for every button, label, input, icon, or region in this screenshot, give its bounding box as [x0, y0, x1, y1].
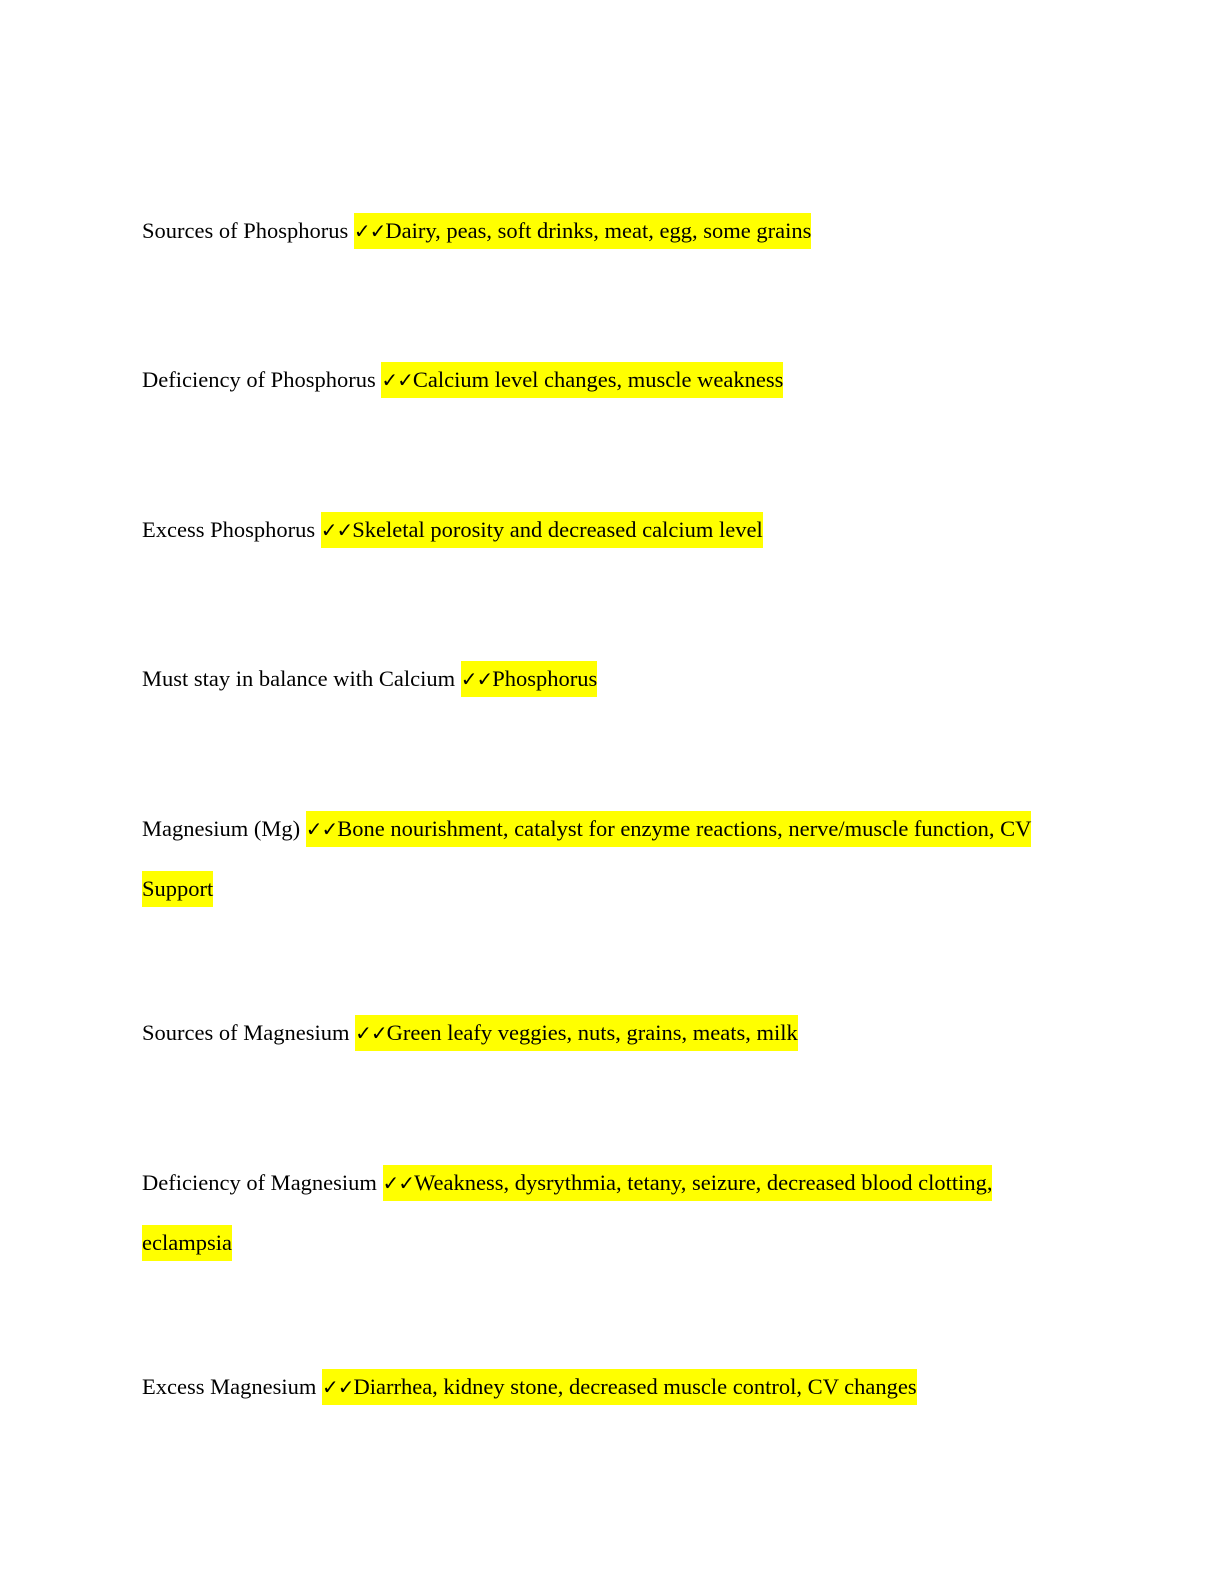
- entry-term: Must stay in balance with Calcium: [142, 666, 456, 691]
- entry-answer: Bone nourishment, catalyst for enzyme reactions, nerve/muscle function, CV Support: [142, 816, 1032, 901]
- entry-answer: Diarrhea, kidney stone, decreased muscle control, CV changes: [353, 1374, 917, 1399]
- flashcard-entry: [142, 500, 1072, 560]
- entry-answer: Dairy, peas, soft drinks, meat, egg, some grains: [385, 218, 812, 243]
- entry-answer-highlight: [381, 362, 783, 398]
- double-check-icon: ✓✓: [460, 667, 493, 691]
- entry-term: Sources of Magnesium: [142, 1020, 350, 1045]
- entry-term: Excess Magnesium: [142, 1374, 317, 1399]
- entry-answer-highlight: [461, 661, 598, 697]
- flashcard-entry: [142, 1357, 1072, 1417]
- entry-answer-highlight: [354, 213, 811, 249]
- entry-answer: Green leafy veggies, nuts, grains, meats, milk: [386, 1020, 798, 1045]
- flashcard-entry: [142, 350, 1072, 410]
- entry-answer: Phosphorus: [492, 666, 598, 691]
- entry-term: Deficiency of Phosphorus: [142, 367, 376, 392]
- double-check-icon: ✓✓: [305, 817, 338, 841]
- entry-answer-highlight: [322, 1369, 917, 1405]
- double-check-icon: ✓✓: [321, 1375, 354, 1399]
- entry-answer-highlight: [321, 512, 763, 548]
- double-check-icon: ✓✓: [382, 1171, 415, 1195]
- double-check-icon: ✓✓: [320, 518, 353, 542]
- flashcard-entry: [142, 201, 1072, 261]
- flashcard-entry: [142, 1153, 1072, 1272]
- entry-answer: Skeletal porosity and decreased calcium level: [352, 517, 763, 542]
- entry-answer: Calcium level changes, muscle weakness: [412, 367, 784, 392]
- entry-answer-highlight: [355, 1015, 798, 1051]
- double-check-icon: ✓✓: [381, 368, 413, 392]
- entry-term: Deficiency of Magnesium: [142, 1170, 377, 1195]
- double-check-icon: ✓✓: [353, 219, 386, 243]
- flashcard-entry: [142, 649, 1072, 709]
- flashcard-entry: [142, 799, 1072, 918]
- entry-answer: Weakness, dysrythmia, tetany, seizure, decreased blood clotting, eclampsia: [142, 1170, 993, 1255]
- entry-term: Sources of Phosphorus: [142, 218, 349, 243]
- entry-term: Magnesium (Mg): [142, 816, 301, 841]
- entry-term: Excess Phosphorus: [142, 517, 316, 542]
- flashcard-entry: [142, 1003, 1072, 1063]
- double-check-icon: ✓✓: [355, 1021, 387, 1045]
